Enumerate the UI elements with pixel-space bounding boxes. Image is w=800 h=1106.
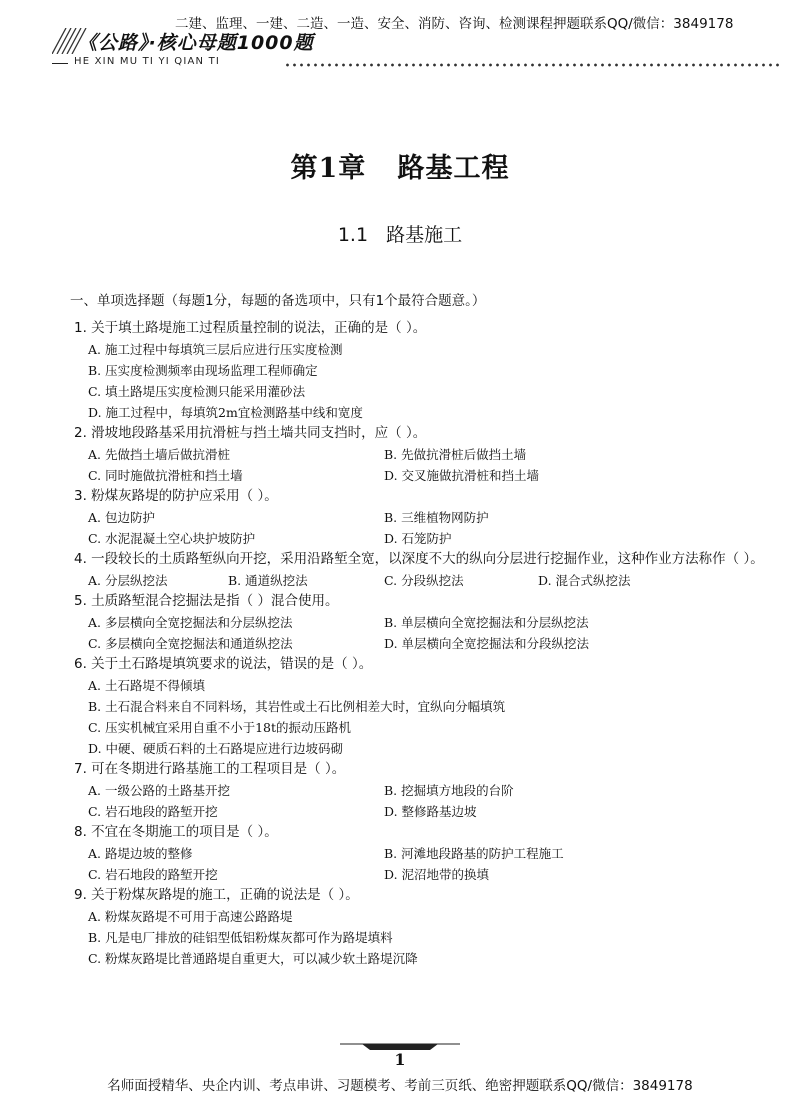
option-c: C. 水泥混凝土空心块护坡防护: [88, 531, 256, 546]
option-a: A. 多层横向全宽挖掘法和分层纵挖法: [88, 615, 293, 630]
option-row: [88, 465, 774, 486]
question-stem: 2. 滑坡地段路基采用抗滑桩与挡土墙共同支挡时，应（ ）。: [74, 425, 427, 441]
option-a: A. 分层纵挖法: [88, 573, 168, 588]
section-instruction: 一、单项选择题（每题1分，每题的备选项中，只有1个最符合题意。）: [70, 293, 486, 309]
question-item: [74, 885, 774, 969]
option-b: B. 通道纵挖法: [228, 573, 308, 588]
option-a: A. 粉煤灰路堤不可用于高速公路路堤: [88, 909, 293, 924]
question-stem: 4. 一段较长的土质路堑纵向开挖，采用沿路堑全宽，以深度不大的纵向分层进行挖掘作业，这种作业方法称作（ ）。: [74, 551, 764, 567]
option-row: [88, 444, 774, 465]
option-b: B. 河滩地段路基的防护工程施工: [384, 846, 564, 861]
option-b: B. 压实度检测频率由现场监理工程师确定: [88, 363, 318, 378]
question-stem: 7. 可在冬期进行路基施工的工程项目是（ ）。: [74, 761, 346, 777]
question-item: [74, 486, 774, 549]
question-stem: 9. 关于粉煤灰路堤的施工，正确的说法是（ ）。: [74, 887, 359, 903]
option-a: A. 一级公路的土路基开挖: [88, 783, 230, 798]
question-stem: 1. 关于填土路堤施工过程质量控制的说法，正确的是（ ）。: [74, 320, 427, 336]
option-d: D. 整修路基边坡: [384, 804, 477, 819]
question-item: [74, 549, 774, 591]
option-c: C. 岩石地段的路堑开挖: [88, 867, 218, 882]
question-item: [74, 423, 774, 486]
option-row: [88, 528, 774, 549]
option-row: [88, 633, 774, 654]
option-c: C. 压实机械宜采用自重不小于18t的振动压路机: [88, 720, 351, 735]
option-d: D. 中硬、硬质石料的土石路堤应进行边坡码砌: [88, 741, 344, 756]
bottom-advertisement: 名师面授精华、央企内训、考点串讲、习题模考、考前三页纸、绝密押题联系QQ/微信：3849178: [107, 1078, 693, 1094]
option-a: A. 路堤边坡的整修: [88, 846, 193, 861]
question-item: [74, 822, 774, 885]
question-item: [74, 591, 774, 654]
option-b: B. 单层横向全宽挖掘法和分层纵挖法: [384, 615, 589, 630]
page-number: 1: [394, 1050, 406, 1069]
question-item: [74, 318, 774, 423]
question-item: [74, 654, 774, 759]
pinyin-row: [52, 55, 782, 75]
dotted-rule: [284, 63, 782, 67]
option-row: [88, 864, 774, 885]
option-d: D. 单层横向全宽挖掘法和分段纵挖法: [384, 636, 590, 651]
question-stem: 3. 粉煤灰路堤的防护应采用（ ）。: [74, 488, 278, 504]
option-row: [88, 801, 774, 822]
question-item: [74, 759, 774, 822]
option-a: A. 施工过程中每填筑三层后应进行压实度检测: [88, 342, 343, 357]
option-c: C. 同时施做抗滑桩和挡土墙: [88, 468, 243, 483]
option-c: C. 岩石地段的路堑开挖: [88, 804, 218, 819]
option-row: [88, 780, 774, 801]
option-d: D. 交叉施做抗滑桩和挡土墙: [384, 468, 540, 483]
option-c: C. 填土路堤压实度检测只能采用灌砂法: [88, 384, 306, 399]
option-d: D. 泥沼地带的换填: [384, 867, 490, 882]
option-b: B. 先做抗滑桩后做挡土墙: [384, 447, 527, 462]
pinyin-rule: [52, 63, 68, 64]
question-stem: 6. 关于土石路堤填筑要求的说法，错误的是（ ）。: [74, 656, 373, 672]
option-row: [88, 843, 774, 864]
section-title: 1.1 路基施工: [337, 224, 463, 246]
option-b: B. 挖掘填方地段的台阶: [384, 783, 514, 798]
option-a: A. 先做挡土墙后做抗滑桩: [88, 447, 230, 462]
top-advertisement: 二建、监理、一建、二造、一造、安全、消防、咨询、检测课程押题联系QQ/微信：3849178: [175, 16, 734, 32]
book-title: 《公路》·核心母题1000题: [78, 32, 314, 54]
option-b: B. 三维植物网防护: [384, 510, 489, 525]
option-c: C. 分段纵挖法: [384, 573, 464, 588]
option-a: A. 土石路堤不得倾填: [88, 678, 205, 693]
option-row: [88, 612, 774, 633]
page-header: [0, 0, 800, 80]
option-row: [88, 570, 774, 591]
question-stem: 5. 土质路堑混合挖掘法是指（ ）混合使用。: [74, 593, 339, 609]
option-d: D. 石笼防护: [384, 531, 452, 546]
option-b: B. 凡是电厂排放的硅铝型低铝粉煤灰都可作为路堤填料: [88, 930, 393, 945]
question-stem: 8. 不宜在冬期施工的项目是（ ）。: [74, 824, 278, 840]
option-a: A. 包边防护: [88, 510, 155, 525]
option-d: D. 施工过程中，每填筑2m宜检测路基中线和宽度: [88, 405, 363, 420]
option-row: [88, 507, 774, 528]
question-list: [70, 290, 774, 969]
option-c: C. 粉煤灰路堤比普通路堤自重更大，可以减少软土路堤沉降: [88, 951, 418, 966]
book-title-pinyin: HE XIN MU TI YI QIAN TI: [74, 56, 221, 67]
option-d: D. 混合式纵挖法: [538, 573, 631, 588]
option-c: C. 多层横向全宽挖掘法和通道纵挖法: [88, 636, 293, 651]
chapter-title: 第1章 路基工程: [290, 153, 510, 184]
option-b: B. 土石混合料来自不同料场，其岩性或土石比例相差大时，宜纵向分幅填筑: [88, 699, 506, 714]
